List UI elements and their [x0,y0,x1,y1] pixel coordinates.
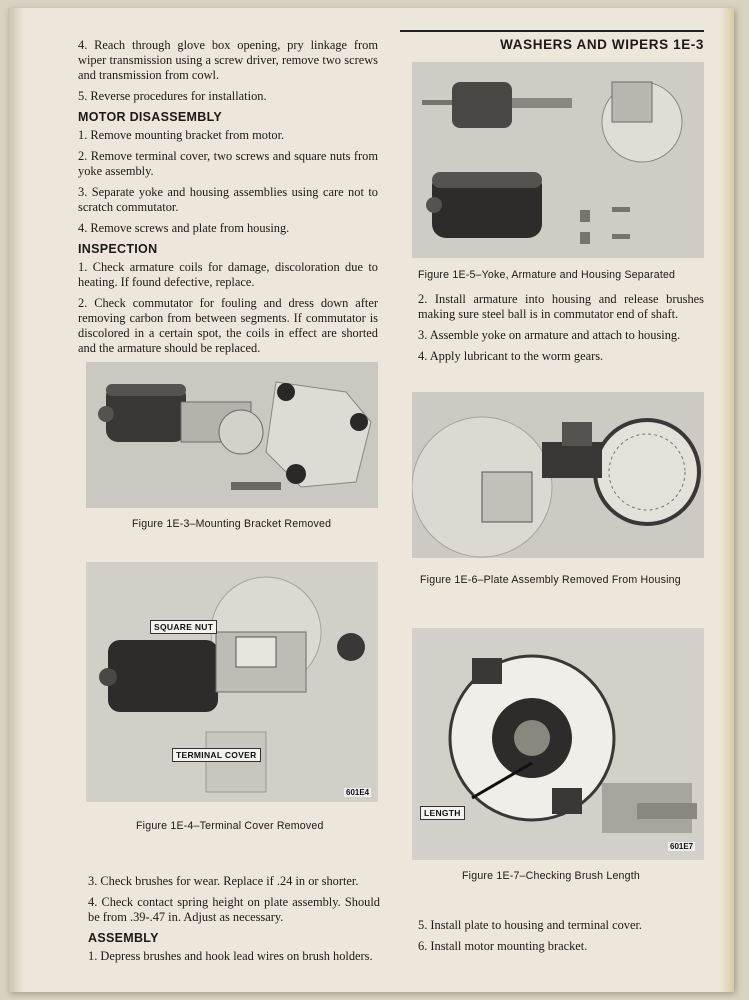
figure-1e-6-caption: Figure 1E-6–Plate Assembly Removed From Housing [420,574,681,586]
figure-1e-7-code: 601E7 [670,842,694,851]
assembly-heading: ASSEMBLY [88,931,159,945]
assembly-step-5: 5. Install plate to housing and terminal cover. [418,918,643,932]
disassembly-step-1: 1. Remove mounting bracket from motor. [78,128,285,142]
disassembly-step-2: 2. Remove terminal cover, two screws and square nuts from yoke assembly. [78,149,378,178]
inspection-heading: INSPECTION [78,242,158,256]
left-column-bottom [88,874,380,970]
step-5-text: 5. Reverse procedures for installation. [78,89,267,103]
figure-1e-3-photo [86,362,378,508]
assembly-step-2: 2. Install armature into housing and release brushes making sure steel ball is in commutator end of shaft. [418,292,704,321]
page-header: WASHERS AND WIPERS 1E-3 [400,30,704,52]
terminal-cover-label: TERMINAL COVER [172,748,261,762]
assembly-step-3: 3. Assemble yoke on armature and attach to housing. [418,328,681,342]
figure-1e-7-photo [412,628,704,860]
motor-disassembly-heading: MOTOR DISASSEMBLY [78,110,223,124]
figure-1e-4-caption: Figure 1E-4–Terminal Cover Removed [136,820,324,832]
yoke-armature-illustration [412,62,704,258]
inspection-step-4: 4. Check contact spring height on plate assembly. Should be from .39-.47 in. Adjust as necessary. [88,895,380,924]
motor-bracket-illustration [86,362,378,508]
figure-1e-5-caption: Figure 1E-5–Yoke, Armature and Housing Separated [418,269,676,281]
figure-1e-4-code: 601E4 [346,788,370,797]
figure-1e-6-photo [412,392,704,558]
square-nut-label: SQUARE NUT [150,620,217,634]
inspection-step-3: 3. Check brushes for wear. Replace if .24 in or shorter. [88,874,359,888]
length-label: LENGTH [420,806,465,820]
inspection-step-2: 2. Check commutator for fouling and dress down after removing carbon from between segments. If commutator is discolored in a certain spot, the coils in effect are shorted and the armature should be replaced. [78,296,378,355]
left-column-top [78,38,378,362]
assembly-step-4: 4. Apply lubricant to the worm gears. [418,349,604,363]
disassembly-step-3: 3. Separate yoke and housing assemblies using care not to scratch commutator. [78,185,378,214]
terminal-cover-illustration [86,562,378,802]
right-column-bottom [418,918,704,960]
disassembly-step-4: 4. Remove screws and plate from housing. [78,221,290,235]
assembly-step-1: 1. Depress brushes and hook lead wires on brush holders. [88,949,373,963]
inspection-step-1: 1. Check armature coils for damage, discoloration due to heating. If found defective, replace. [78,260,378,289]
brush-length-illustration [412,628,704,860]
step-4-text: 4. Reach through glove box opening, pry linkage from wiper transmission using a screw driver, remove two screws and transmission from cowl. [78,38,378,82]
figure-1e-7-caption: Figure 1E-7–Checking Brush Length [462,870,640,882]
assembly-step-6: 6. Install motor mounting bracket. [418,939,588,953]
figure-1e-5-photo [412,62,704,258]
manual-page [8,8,734,992]
figure-1e-4-photo [86,562,378,802]
right-column-mid [418,292,704,370]
figure-1e-3-caption: Figure 1E-3–Mounting Bracket Removed [132,518,332,530]
plate-assembly-illustration [412,392,704,558]
